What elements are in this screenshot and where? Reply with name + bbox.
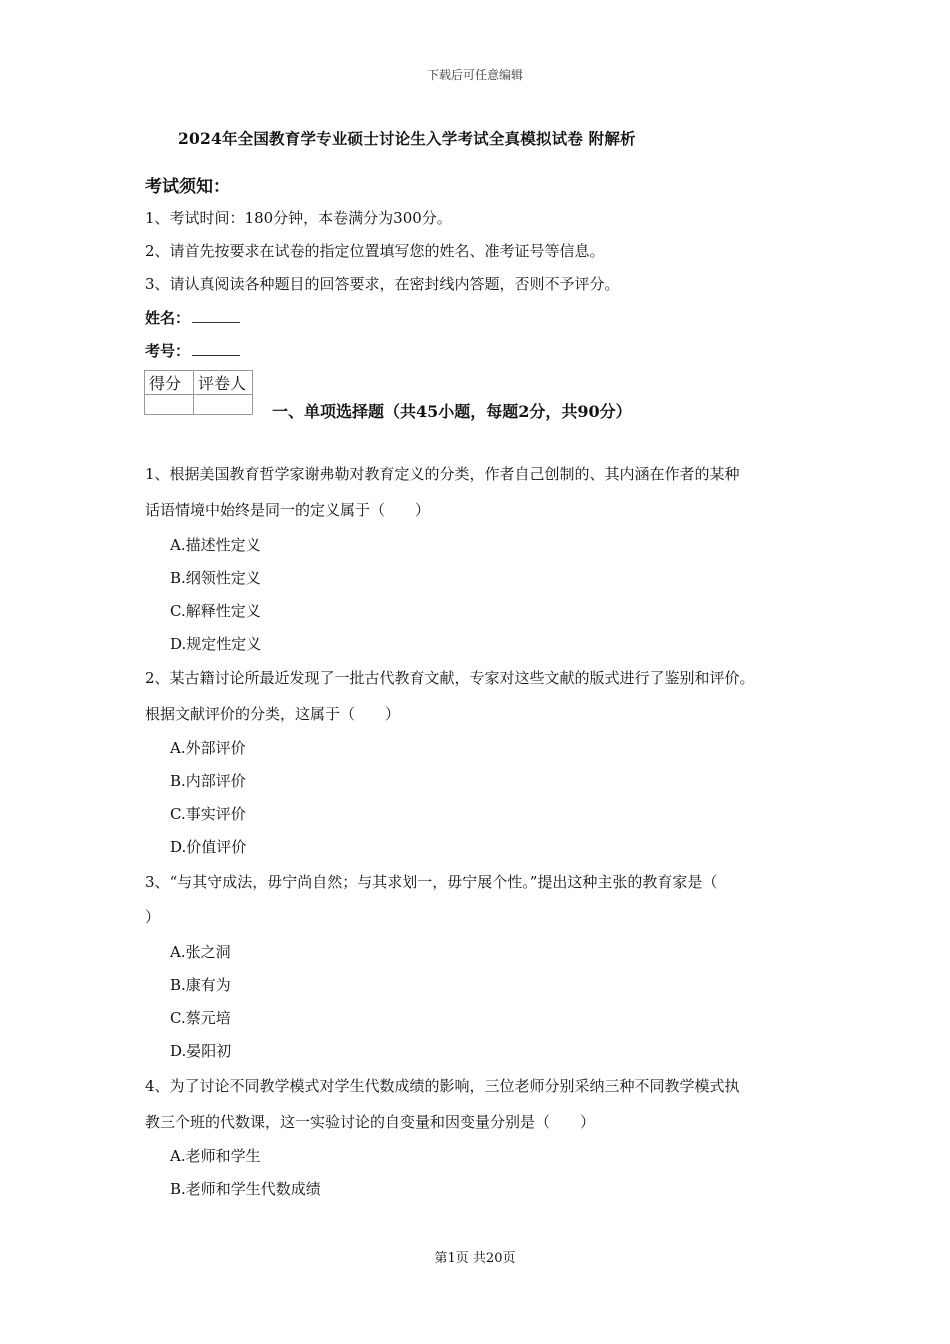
question-3-option-d: D.晏阳初 xyxy=(170,1042,232,1060)
name-blank xyxy=(192,308,240,323)
score-header: 得分 xyxy=(145,371,194,395)
question-2-line-2: 根据文献评价的分类，这属于（ ） xyxy=(145,705,401,723)
score-table xyxy=(144,370,253,415)
question-3-option-c: C.蔡元培 xyxy=(170,1009,231,1027)
id-field xyxy=(145,340,240,361)
id-label: 考号： xyxy=(145,342,191,360)
document-title: 2024年全国教育学专业硕士讨论生入学考试全真模拟试卷 附解析 xyxy=(178,129,636,148)
name-field xyxy=(145,307,240,328)
question-2-option-a: A.外部评价 xyxy=(170,739,246,757)
question-1-line-1: 1、根据美国教育哲学家谢弗勒对教育定义的分类，作者自己创制的、其内涵在作者的某种 xyxy=(145,465,740,483)
question-1-option-b: B.纲领性定义 xyxy=(170,569,261,587)
question-3-line-1: 3、“与其守成法，毋宁尚自然；与其求划一，毋宁展个性。”提出这种主张的教育家是（ xyxy=(145,873,718,891)
question-1-option-a: A.描述性定义 xyxy=(170,536,261,554)
question-4-line-2: 教三个班的代数课，这一实验讨论的自变量和因变量分别是（ ） xyxy=(145,1113,596,1131)
question-4-option-a: A.老师和学生 xyxy=(170,1147,261,1165)
question-3-option-a: A.张之洞 xyxy=(170,943,231,961)
question-1-option-c: C.解释性定义 xyxy=(170,602,261,620)
question-4-option-b: B.老师和学生代数成绩 xyxy=(170,1180,321,1198)
question-3-line-2: ） xyxy=(145,908,161,926)
notice-item: 1、考试时间：180分钟，本卷满分为300分。 xyxy=(145,209,452,227)
question-2-line-1: 2、某古籍讨论所最近发现了一批古代教育文献，专家对这些文献的版式进行了鉴别和评价。 xyxy=(145,669,755,687)
question-1-line-2: 话语情境中始终是同一的定义属于（ ） xyxy=(145,501,431,519)
grader-header: 评卷人 xyxy=(194,371,253,395)
header-note: 下载后可任意编辑 xyxy=(426,68,523,82)
section-title: 一、单项选择题（共45小题，每题2分，共90分） xyxy=(272,402,632,421)
name-label: 姓名： xyxy=(145,309,191,327)
notice-item: 2、请首先按要求在试卷的指定位置填写您的姓名、准考证号等信息。 xyxy=(145,242,605,260)
question-3-option-b: B.康有为 xyxy=(170,976,231,994)
grader-cell xyxy=(194,395,253,415)
question-4-line-1: 4、为了讨论不同教学模式对学生代数成绩的影响，三位老师分别采纳三种不同教学模式执 xyxy=(145,1077,740,1095)
notice-heading: 考试须知： xyxy=(145,177,230,197)
score-cell xyxy=(145,395,194,415)
id-blank xyxy=(192,341,240,356)
question-2-option-c: C.事实评价 xyxy=(170,805,246,823)
question-2-option-b: B.内部评价 xyxy=(170,772,246,790)
notice-item: 3、请认真阅读各种题目的回答要求，在密封线内答题，否则不予评分。 xyxy=(145,275,620,293)
page-footer: 第1页 共20页 xyxy=(434,1251,516,1266)
question-2-option-d: D.价值评价 xyxy=(170,838,247,856)
question-1-option-d: D.规定性定义 xyxy=(170,635,262,653)
